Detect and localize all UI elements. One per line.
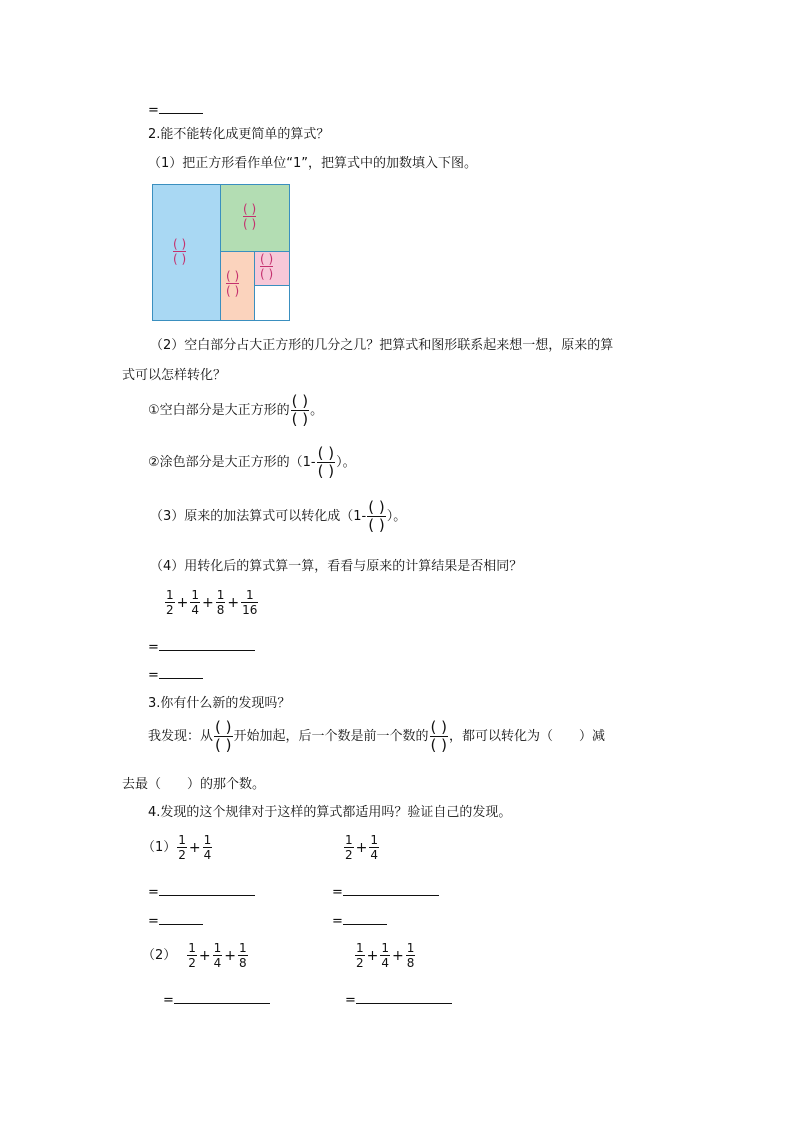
quarter-fraction-label[interactable]: ( ) ( ) xyxy=(243,202,257,231)
answer-line xyxy=(148,914,203,928)
answer-line xyxy=(332,885,439,899)
fraction-one-sixteenth: $\frac{1}{16}$ xyxy=(242,588,258,617)
q3-ratio-fraction-blank[interactable]: $\frac{( )}{( )}$ xyxy=(430,718,447,754)
answer-blank[interactable] xyxy=(343,885,439,896)
q4-2-label: （2） xyxy=(142,948,177,963)
q3-answer-line xyxy=(148,720,605,753)
fraction-one-eighth: $\frac{1}{8}$ xyxy=(239,941,247,970)
answer-blank[interactable] xyxy=(159,103,203,114)
q3-text-4: 去最（ ）的那个数。 xyxy=(122,777,266,792)
half-region xyxy=(152,184,222,321)
answer-blank[interactable] xyxy=(343,914,387,925)
answer-blank[interactable] xyxy=(159,885,255,896)
half-fraction-label[interactable]: ( ) ( ) xyxy=(173,237,187,266)
blank-region xyxy=(254,285,290,321)
answer-blank[interactable] xyxy=(159,668,203,679)
fraction-one-half: $\frac{1}{2}$ xyxy=(166,588,174,617)
plus-sign: + xyxy=(392,947,404,964)
c1-fraction-blank[interactable]: $\frac{( )}{( )}$ xyxy=(291,392,309,428)
q2-3-fraction-blank[interactable]: $\frac{( )}{( )}$ xyxy=(368,498,385,534)
expression-sum-four xyxy=(164,589,259,616)
q2-title: 2.能不能转化成更简单的算式？ xyxy=(148,127,330,142)
plus-sign: + xyxy=(355,839,368,856)
fraction-one-half: $\frac{1}{2}$ xyxy=(178,833,186,862)
fraction-one-half: $\frac{1}{2}$ xyxy=(356,941,364,970)
answer-blank[interactable] xyxy=(356,993,452,1004)
c2-line xyxy=(148,446,356,479)
fraction-one-quarter: $\frac{1}{4}$ xyxy=(381,941,390,970)
q4-1-right-expression xyxy=(343,834,380,861)
answer-line xyxy=(148,885,255,899)
q4-2-right-expression xyxy=(354,942,416,969)
equals-sign: = xyxy=(163,993,174,1008)
equals-sign: = xyxy=(148,640,159,655)
c1-line xyxy=(148,394,323,427)
c1-text: ①空白部分是大正方形的 xyxy=(148,403,290,418)
fraction-one-half: $\frac{1}{2}$ xyxy=(345,833,353,862)
fraction-one-quarter: $\frac{1}{4}$ xyxy=(213,941,222,970)
equals-sign: = xyxy=(345,993,356,1008)
q3-text-3: ，都可以转化为（ ）减 xyxy=(449,729,606,744)
equals-sign: = xyxy=(148,668,159,683)
plus-sign: + xyxy=(227,594,240,611)
equals-sign: = xyxy=(148,885,159,900)
fraction-one-quarter: $\frac{1}{4}$ xyxy=(203,833,212,862)
equals-sign: = xyxy=(332,885,343,900)
fraction-one-eighth: $\frac{1}{8}$ xyxy=(406,941,415,970)
q2-2-text-b: 式可以怎样转化？ xyxy=(122,368,227,383)
eighth-fraction-label[interactable]: ( ) ( ) xyxy=(226,269,240,298)
c1-end: 。 xyxy=(310,403,324,418)
sixteenth-fraction-label[interactable]: ( ) ( ) xyxy=(260,252,274,281)
q2-1-text: （1）把正方形看作单位“1”，把算式中的加数填入下图。 xyxy=(148,156,478,171)
q2-4-text: （4）用转化后的算式算一算，看看与原来的计算结果是否相同？ xyxy=(150,559,523,574)
answer-line xyxy=(345,993,452,1007)
answer-line-top xyxy=(148,103,203,117)
equals-sign: = xyxy=(148,914,159,929)
answer-line xyxy=(148,668,203,682)
plus-sign: + xyxy=(202,594,214,611)
plus-sign: + xyxy=(188,839,201,856)
plus-sign: + xyxy=(198,947,211,964)
answer-blank[interactable] xyxy=(159,914,203,925)
equals-sign: = xyxy=(332,914,343,929)
q2-2-text-a: （2）空白部分占大正方形的几分之几？把算式和图形联系起来想一想，原来的算 xyxy=(150,338,614,353)
q4-1-label: （1） xyxy=(142,840,177,855)
q4-2-left-expression xyxy=(142,942,249,969)
q3-start-fraction-blank[interactable]: $\frac{( )}{( )}$ xyxy=(215,718,232,754)
q4-1-left-expression xyxy=(142,834,213,861)
q3-text-1: 我发现：从 xyxy=(148,729,214,744)
answer-line xyxy=(163,993,270,1007)
q2-3-line xyxy=(150,500,406,533)
plus-sign: + xyxy=(224,947,237,964)
plus-sign: + xyxy=(176,594,189,611)
equals-sign: = xyxy=(148,103,159,118)
c2-text: ②涂色部分是大正方形的（1- xyxy=(148,455,316,470)
q4-title: 4.发现的这个规律对于这样的算式都适用吗？验证自己的发现。 xyxy=(148,805,512,820)
plus-sign: + xyxy=(366,947,379,964)
answer-line xyxy=(148,640,255,654)
fraction-one-half: $\frac{1}{2}$ xyxy=(188,941,196,970)
q3-title: 3.你有什么新的发现吗？ xyxy=(148,696,291,711)
q2-3-text: （3）原来的加法算式可以转化成（1- xyxy=(150,509,367,524)
fraction-one-eighth: $\frac{1}{8}$ xyxy=(216,588,225,617)
c2-fraction-blank[interactable]: $\frac{( )}{( )}$ xyxy=(317,444,335,480)
fraction-one-quarter: $\frac{1}{4}$ xyxy=(191,588,200,617)
q2-3-end: ）。 xyxy=(386,509,407,524)
answer-blank[interactable] xyxy=(174,993,270,1004)
answer-blank[interactable] xyxy=(159,640,255,651)
q3-text-2: 开始加起，后一个数是前一个数的 xyxy=(233,729,429,744)
c2-end: ）。 xyxy=(336,455,356,470)
answer-line xyxy=(332,914,387,928)
fraction-one-quarter: $\frac{1}{4}$ xyxy=(370,833,379,862)
